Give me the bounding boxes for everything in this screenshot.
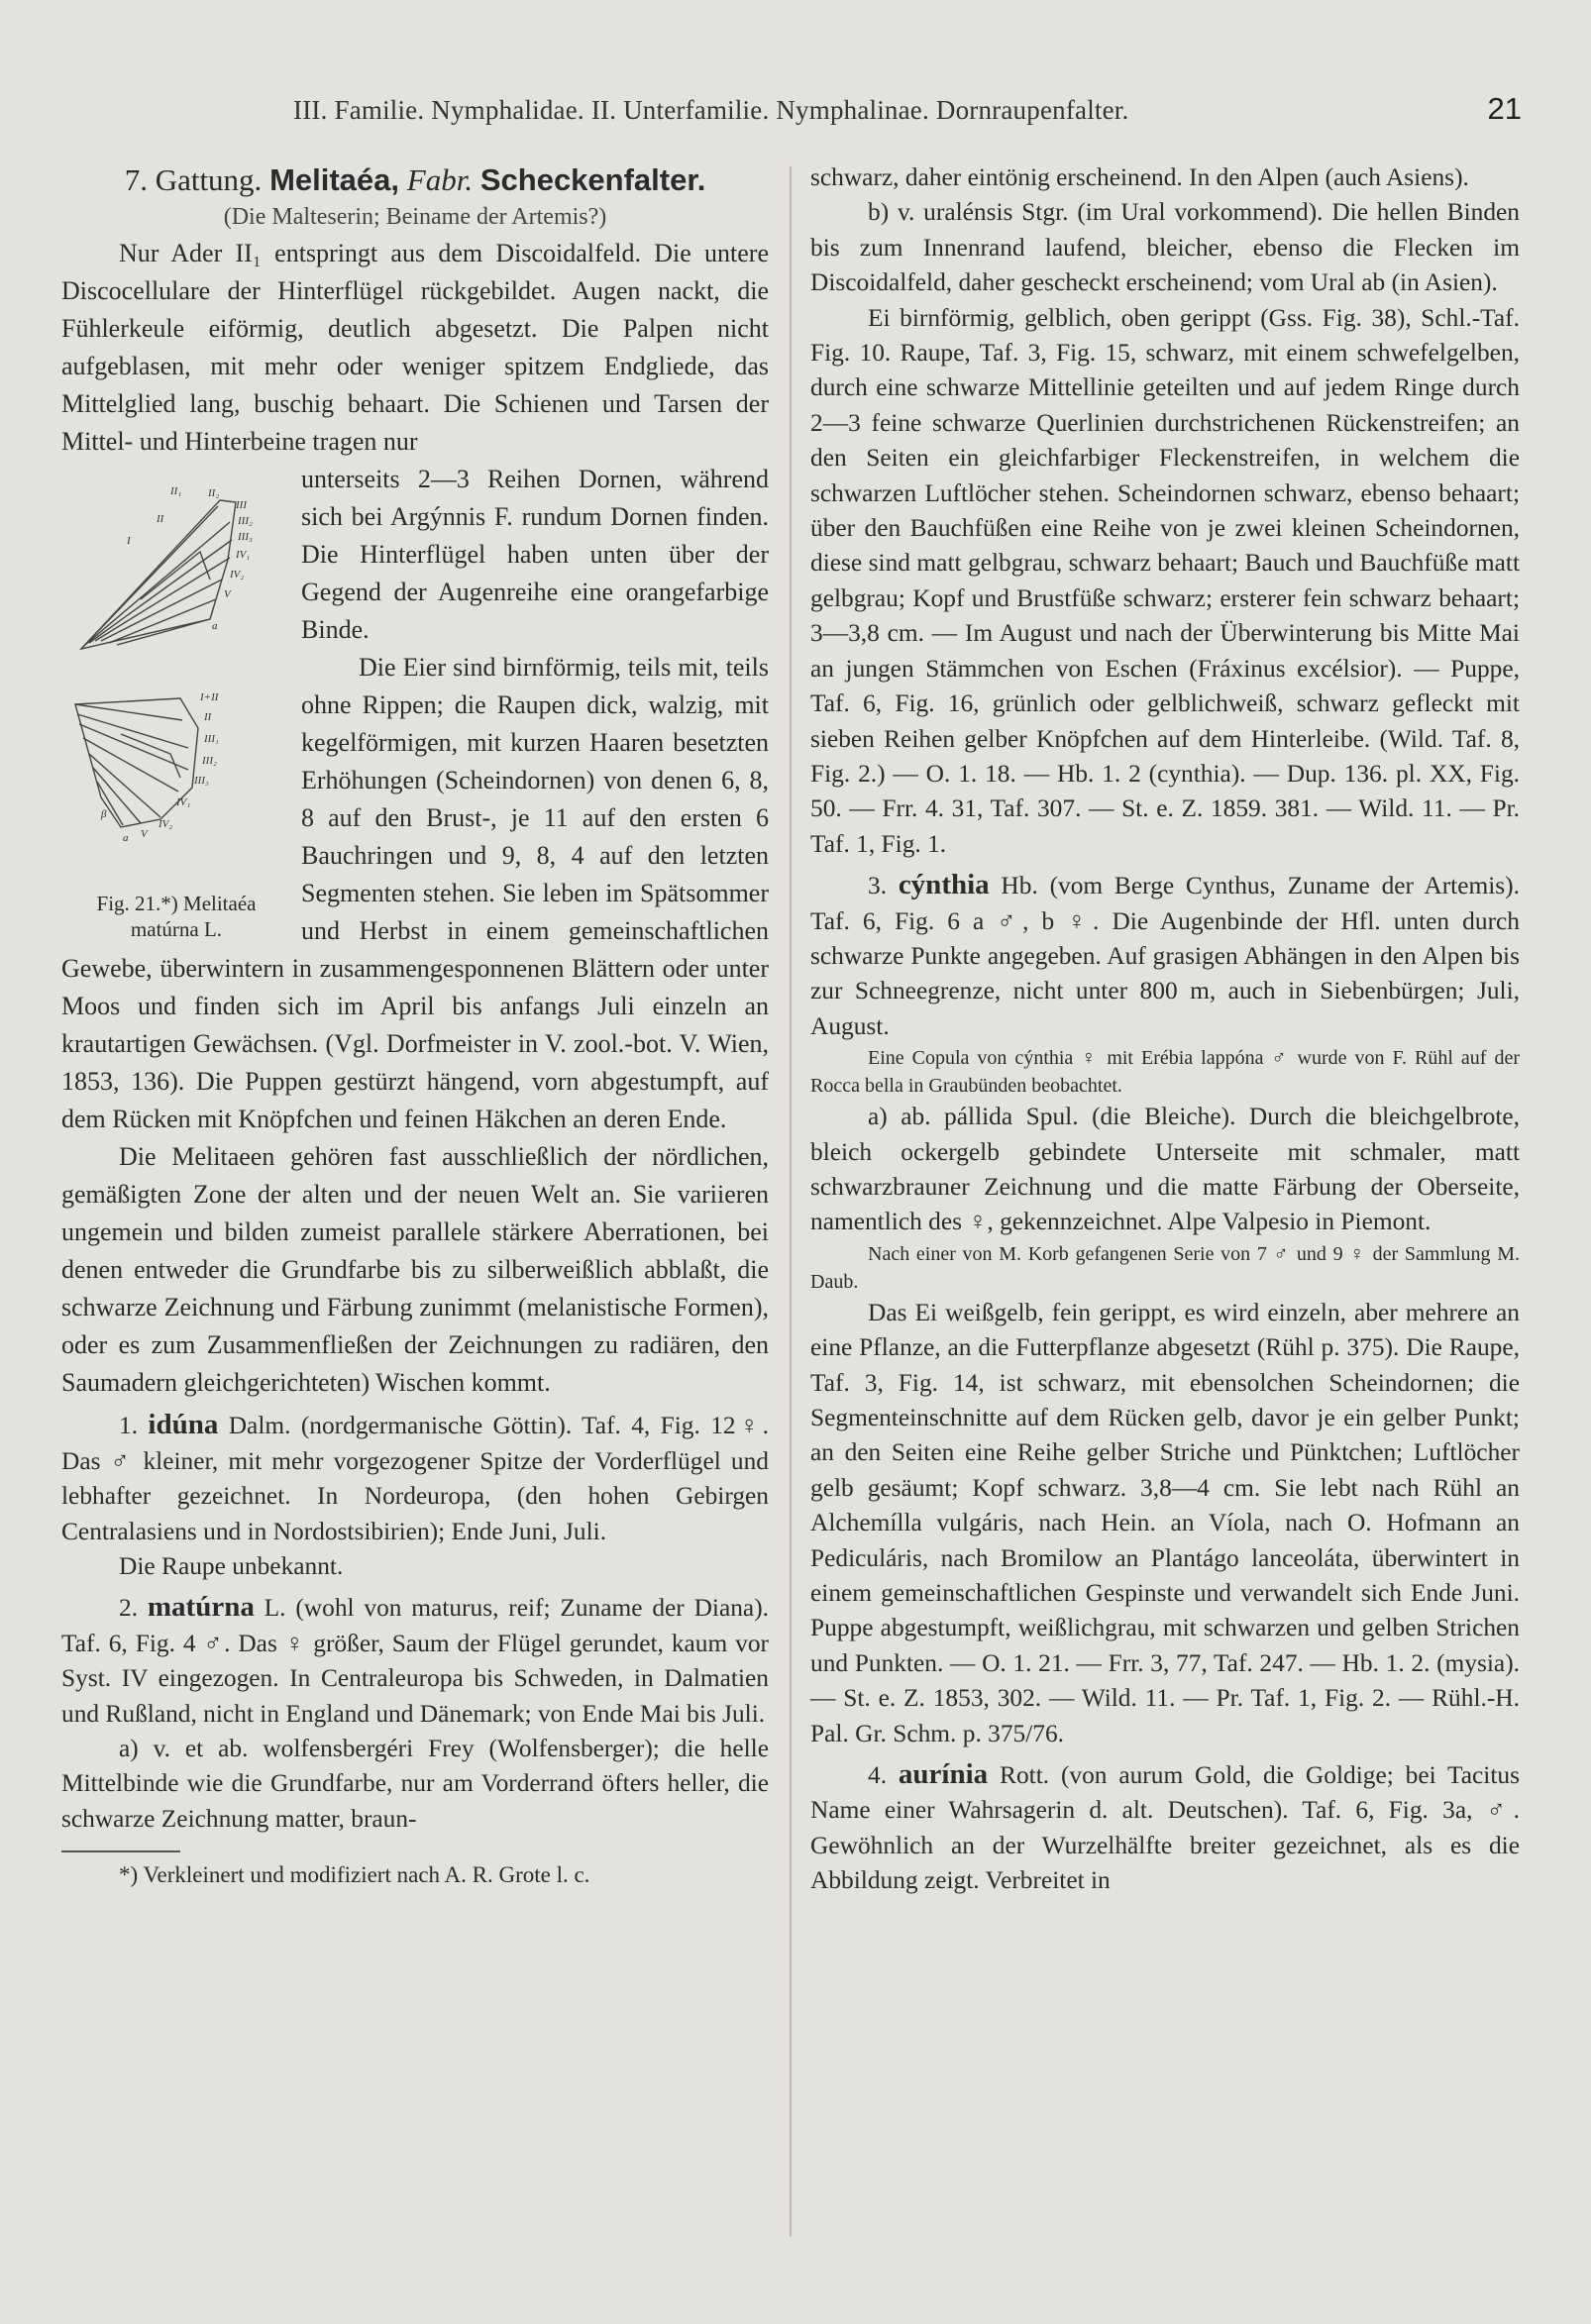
footnote-rule (61, 1850, 180, 1852)
genus-name: Melitaéa, (269, 162, 400, 197)
species-number: 4. (868, 1761, 888, 1790)
footnote: *) Verkleinert und modifiziert nach A. R. Grote l. c. (119, 1862, 590, 1888)
vein-label: III₁ (204, 733, 219, 746)
species-number: 3. (868, 872, 888, 900)
vein-label: IV₂ (230, 569, 245, 581)
maturna-early-stages: Ei birnförmig, gelblich, oben gerippt (Gss. Fig. 38), Schl.-Taf. Fig. 10. Raupe, Taf. 3, Fig. 15, schwarz, mit einem schwefelgelben, durch eine schwarze Mittellinie geteilten und auf jedem Ringe durch 2—3 feine schwarze Querlinien durchstrichenen Rückenstreifen; an den Seiten ein gleichfarbiger Fleckenstreifen, in welchem die schwarzen Luftlöcher stehen. Scheindornen schwarz, ebenso behaart; über den Bauchfüßen eine Reihe von je zwei kleinen Scheindornen, diese sind matt gelbgrau, schwarz behaart; Bauch und Bauchfüße matt gelbgrau; Kopf und Brustfüße schwarz; ersterer fein schwarz behaart; 3—3,8 cm. — Im August und nach der Überwinterung bis Mitte Mai an jungen Stämmchen von Eschen (Fráxinus excélsior). — Puppe, Taf. 6, Fig. 16, grünlich oder gelblichweiß, schwarz gefleckt mit sieben Reihen gelber Knöpfchen auf dem Hinterleibe. (Wild. Taf. 8, Fig. 2.) — O. 1. 18. — Hb. 1. 2 (cynthia). — Dup. 136. pl. XX, Fig. 50. — Frr. 4. 31, Taf. 307. — St. e. Z. 1859. 381. — Wild. 11. — Pr. Taf. 1, Fig. 1. (810, 303, 1520, 858)
page-number: 21 (1487, 91, 1522, 126)
vein-label: IV₁ (236, 549, 251, 562)
maturna-variety-wolfensbergeri: a) v. et ab. wolfensbergéri Frey (Wolfensberger); die helle Mittelbinde wie die Grundfarbe, nur am Vorderrand öfters heller, die schwarze Zeichnung matter, braun- (61, 1735, 769, 1833)
column-divider (790, 166, 792, 2237)
iduna-larva-note: Die Raupe unbekannt. (119, 1552, 344, 1581)
vein-label: IV₂ (159, 818, 173, 831)
vein-label: III₃ (194, 775, 209, 788)
wing-venation-figure (61, 461, 291, 946)
genus-subheading: (Die Malteserin; Beiname der Artemis?) (223, 204, 607, 230)
species-name: idúna (148, 1409, 219, 1441)
species-number: 2. (119, 1594, 139, 1623)
figure-caption-line-1: Fig. 21.*) Melitaéa (96, 892, 257, 916)
vein-label: I (127, 535, 131, 548)
species-name: matúrna (147, 1591, 255, 1624)
cynthia-copula-note: Eine Copula von cýnthia ♀ mit Erébia lappóna ♂ wurde von F. Rühl auf der Rocca bella in Graubünden beobachtet. (810, 1047, 1520, 1098)
cynthia-early-stages: Das Ei weißgelb, fein gerippt, es wird einzeln, aber mehrere an eine Pflanze, an die Futterpflanze abgesetzt (Rühl p. 375). Die Raupe, Taf. 3, Fig. 14, ist schwarz, mit ebensolchen Scheindornen; die Segmenteinschnitte auf dem Rücken gelb, davor je ein gelber Punkt; an den Seiten eine Reihe gelber Striche und Pünktchen; Luftlöcher gelb gesäumt; Kopf schwarz. 3,8—4 cm. Sie lebt nach Rühl an Alchemílla vulgáris, nach Hein. an Víola, nach O. Hofmann an Pediculáris, nach Bromilow an Plantágo lanceoláta, überwintert in einem gemeinschaftlichen Gespinste und verwandelt sich Ende Juni. Puppe abgestumpft, weißlichgrau, mit schwarzen und gelben Strichen und Punkten. — O. 1. 21. — Frr. 3, 77, Taf. 247. — Hb. 1. 2. (mysia). — St. e. Z. 1853, 302. — Wild. 11. — Pr. Taf. 1, Fig. 2. — Rühl.-H. Pal. Gr. Schm. p. 375/76. (810, 1298, 1520, 1747)
species-text: Hb. (vom Berge Cynthus, Zuname der Artemis). Taf. 6, Fig. 6 a ♂, b ♀. Die Augenbinde der Hfl. unten durch schwarze Punkte angegeben. Auf grasigen Abhängen in den Alpen bis zur Schneegrenze, nicht unter 800 m, auch in Siebenbürgen; Juli, August. (810, 872, 1520, 1040)
vein-label: III₃ (238, 531, 253, 544)
vein-label: II₁ (170, 485, 182, 498)
cynthia-aberration-pallida: a) ab. pállida Spul. (die Bleiche). Durch die bleichgelbrote, bleich ockergelb gebindete Unterseite mit schmaler, matt schwarzbrauner Zeichnung und die matte Färbung der Oberseite, namentlich des ♀, gekennzeichnet. Alpe Valpesio in Piemont. (810, 1103, 1520, 1236)
running-head: III. Familie. Nymphalidae. II. Unterfamilie. Nymphalinae. Dornraupenfalter. (293, 95, 1129, 125)
wing-venation-drawing (61, 461, 291, 887)
species-aurinia (810, 1757, 1520, 1899)
genus-number: 7. Gattung. (124, 162, 263, 197)
vein-label: β (101, 808, 107, 821)
genus-distribution: Die Melitaeen gehören fast ausschließlich der nördlichen, gemäßigten Zone der alten und der neuen Welt an. Sie variieren ungemein und bilden zumeist parallele stärkere Aberrationen, bei denen entweder die Grundfarbe bis zu silberweißlich abblaßt, die schwarze Zeichnung und Färbung zunimmt (melanistische Formen), oder es zum Zusammenfließen der Zeichnungen zu radiären, den Saumadern gleichgerichteten) Wischen kommt. (61, 1142, 769, 1398)
genus-common-name: Scheckenfalter. (479, 162, 706, 197)
figure-caption-line-2: matúrna L. (130, 917, 223, 942)
vein-label: III₂ (238, 515, 253, 528)
species-cynthia (810, 868, 1520, 1044)
vein-label: II (204, 711, 212, 724)
genus-description-3: Die Eier sind birnförmig, teils mit, teils ohne Rippen; die Raupen dick, walzig, mit kegelförmigen, mit kurzen Haaren besetzten Erhöhungen (Scheindornen) von denen 6, 8, 8 auf den Brust-, je 11 auf den ersten 6 Bauchringen und 9, 8, 4 auf den letzten Segmenten stehen. Sie leben im Spätsommer und Herbst in einem gemeinschaftlichen Gewebe, überwintern in zusammengesponnenen Blättern oder unter Moos und finden sich im April bis anfangs Juli einzeln an krautartigen Gewächsen. (Vgl. Dorfmeister in V. zool.-bot. V. Wien, 1853, 136). Die Puppen gestürzt hängend, vorn abgestumpft, auf dem Rücken mit Knöpfchen und feinen Häkchen an deren Ende. (61, 653, 769, 1134)
species-name: cýnthia (898, 869, 990, 901)
vein-label: a (123, 832, 129, 845)
genus-description-2: unterseits 2—3 Reihen Dornen, während sich bei Argýnnis F. rundum Dornen finden. Die Hinterflügel haben unten über der Gegend der Augenreihe eine orangefarbige Binde. (301, 465, 769, 645)
vein-label: II (157, 513, 164, 526)
right-column (810, 160, 1520, 2265)
maturna-continuation: schwarz, daher eintönig erscheinend. In den Alpen (auch Asiens). (810, 163, 1469, 191)
figure-caption (61, 891, 291, 942)
species-maturna (61, 1590, 769, 1732)
vein-label: V (141, 828, 148, 841)
vein-label: II₂ (208, 487, 220, 500)
species-text: L. (wohl von maturus, reif; Zuname der Diana). Taf. 6, Fig. 4 ♂. Das ♀ größer, Saum der Flügel gerundet, kaum vor Syst. IV eingezogen. In Centraleuropa bis Schweden, in Dalmatien und Rußland, nicht in England und Dänemark; von Ende Mai bis Juli. (61, 1594, 770, 1728)
species-text: Rott. (von aurum Gold, die Goldige; bei Tacitus Name einer Wahrsagerin d. alt. Deutschen). Taf. 6, Fig. 3a, ♂. Gewöhnlich an der Wurzelhälfte breiter gezeichnet, als es die Abbildung zeigt. Verbreitet in (810, 1761, 1520, 1895)
genus-description-1: Nur Ader II₁ entspringt aus dem Discoidalfeld. Die untere Discocellulare der Hinterflügel rückgebildet. Augen nackt, die Fühlerkeule eiförmig, deutlich abgesetzt. Die Palpen nicht aufgeblasen, mit mehr oder weniger spitzem Endgliede, das Mittelglied lang, buschig behaart. Die Schienen und Tarsen der Mittel- und Hinterbeine tragen nur (61, 239, 769, 457)
vein-label: V (224, 588, 231, 601)
vein-label: a (212, 620, 218, 633)
species-name: aurínia (898, 1758, 989, 1791)
left-column (61, 160, 769, 2265)
species-text: Dalm. (nordgermanische Göttin). Taf. 4, Fig. 12♀. Das ♂ kleiner, mit mehr vorgezogener Spitze der Vorderflügel und lebhafter gezeichnet. In Nordeuropa, (den hohen Gebirgen Centralasiens und in Nordostsibirien); Ende Juni, Juli. (61, 1412, 769, 1545)
maturna-variety-uralensis: b) v. uralénsis Stgr. (im Ural vorkommend). Die hellen Binden bis zum Innenrand laufend, bleicher, ebenso die Flecken im Discoidalfeld, daher gescheckt erscheinend; vom Ural ab (in Asien). (810, 198, 1520, 297)
pallida-source-note: Nach einer von M. Korb gefangenen Serie von 7 ♂ und 9 ♀ der Sammlung M. Daub. (810, 1242, 1520, 1293)
genus-author: Fabr. (406, 162, 474, 197)
vein-label: I+II (200, 691, 219, 704)
genus-heading (61, 160, 769, 200)
species-iduna (61, 1408, 769, 1549)
vein-label: III (236, 499, 247, 512)
vein-label: III₂ (202, 755, 217, 768)
species-number: 1. (119, 1412, 139, 1440)
vein-label: IV₁ (176, 796, 191, 809)
